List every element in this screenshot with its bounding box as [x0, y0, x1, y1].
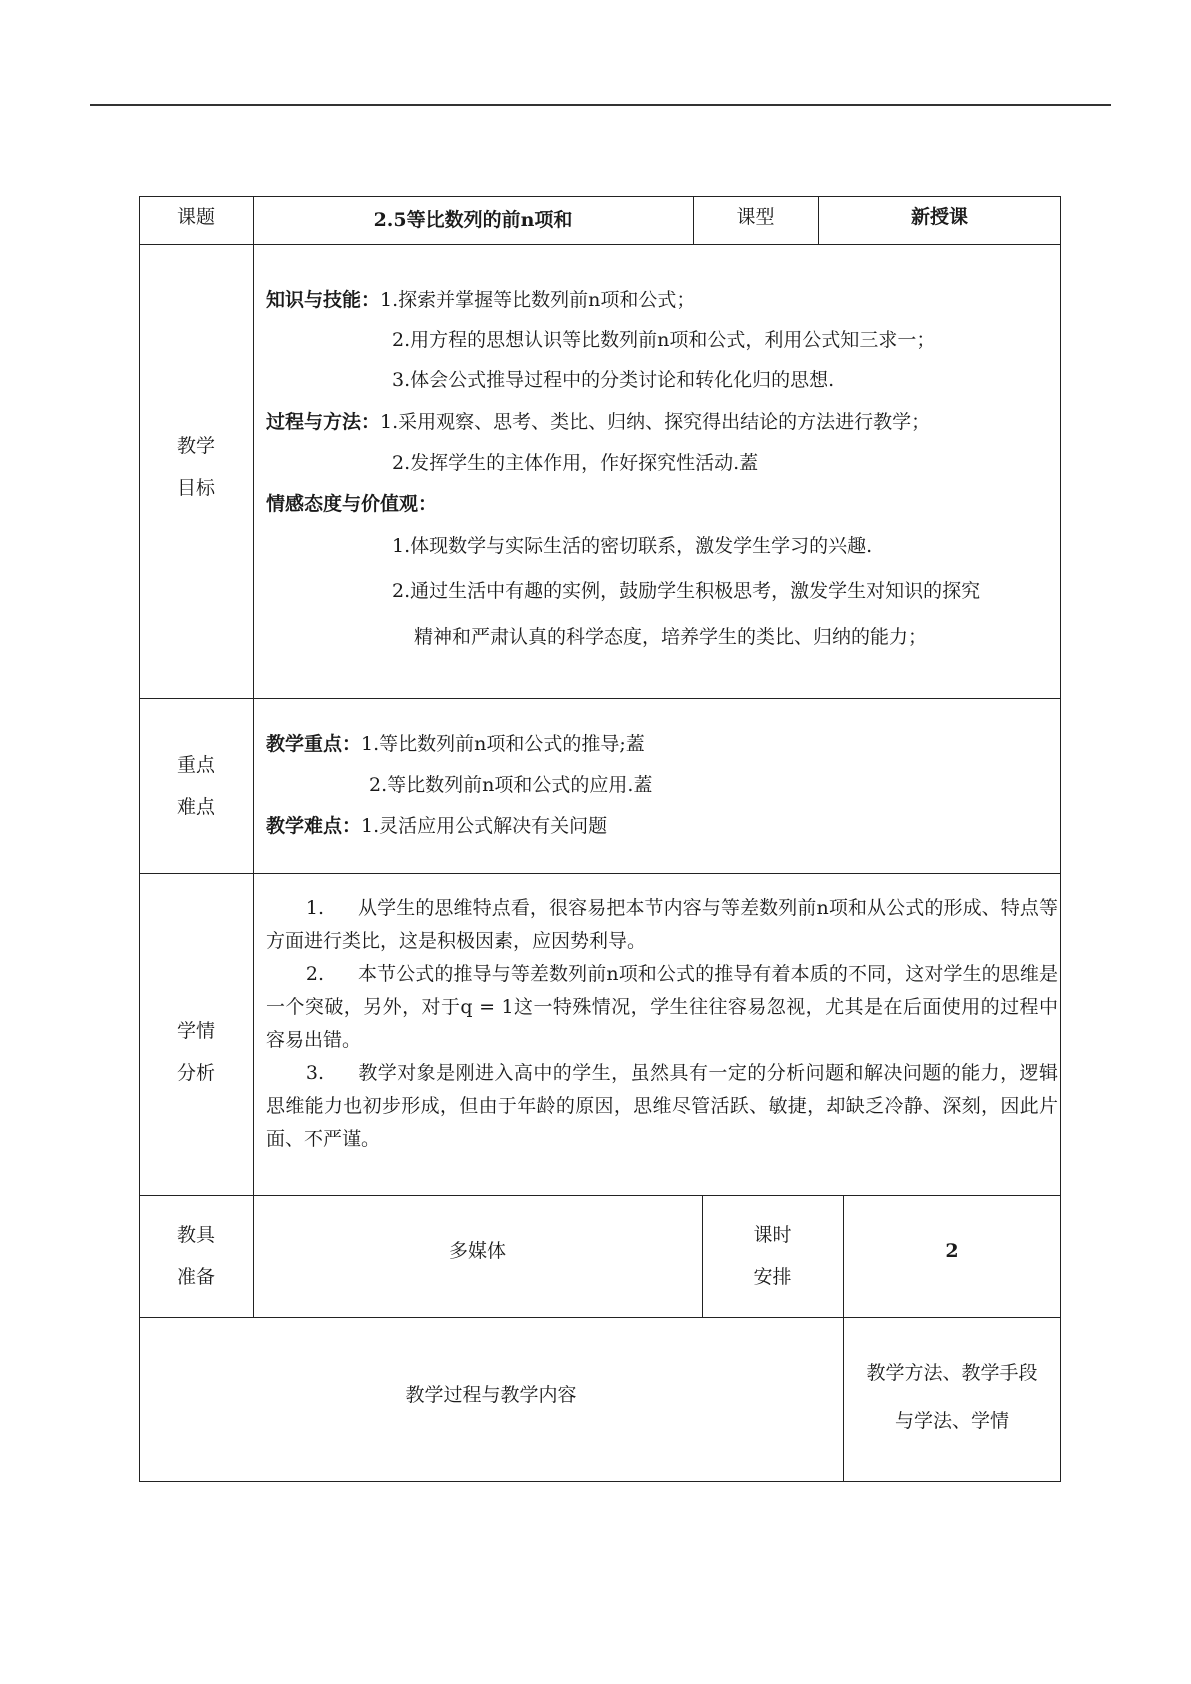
process-item: 1.采用观察、思考、类比、归纳、探究得出结论的方法进行教学； [380, 411, 931, 433]
key-line-1 [266, 730, 645, 758]
knowledge-line-3 [392, 366, 834, 394]
key-item: 2.等比数列前n项和公式的应用.蓋 [369, 774, 653, 796]
topic-label-text: 课题 [176, 206, 215, 228]
process-line-1 [266, 408, 930, 436]
difficulty-line-1 [266, 812, 607, 840]
process-content-label [139, 1317, 843, 1472]
emotion-item: 精神和严肃认真的科学态度，培养学生的类比、归纳的能力； [414, 626, 928, 648]
row-divider [139, 698, 1061, 699]
emotion-item: 2.通过生活中有趣的实例，鼓励学生积极思考，激发学生对知识的探究 [392, 580, 981, 602]
analysis-label-line2: 分析 [176, 1062, 215, 1084]
analysis-paragraph [266, 1057, 1058, 1156]
row-divider [139, 873, 1061, 874]
analysis-paragraphs [266, 892, 1058, 1156]
knowledge-item: 1.探索并掌握等比数列前n项和公式； [380, 289, 696, 311]
analysis-label-line1: 学情 [176, 1020, 215, 1042]
hours-label-line1: 课时 [753, 1224, 792, 1246]
emotion-line-1 [392, 532, 872, 560]
process-line-2 [392, 449, 758, 477]
knowledge-label: 知识与技能： [266, 289, 381, 311]
hours-label [702, 1214, 843, 1298]
process-label: 过程与方法： [266, 411, 381, 433]
difficulty-item: 1.灵活应用公式解决有关问题 [361, 815, 608, 837]
topic-value-text: 2.5等比数列的前n项和 [373, 209, 573, 231]
type-label-text: 课型 [736, 206, 775, 228]
paragraph-text: 本节公式的推导与等差数列前n项和公式的推导有着本质的不同，这对学生的思维是一个突破，另外，对于q = 1这一特殊情况，学生往往容易忽视，尤其是在后面使用的过程中容易出错。 [266, 963, 1058, 1051]
analysis-label [139, 1010, 253, 1094]
keypoints-label-line2: 难点 [176, 796, 215, 818]
keypoints-label [139, 744, 253, 828]
objectives-label-line1: 教学 [176, 435, 215, 457]
hours-value [843, 1195, 1061, 1307]
methods-label-line1: 教学方法、教学手段 [866, 1362, 1038, 1384]
objectives-label-line2: 目标 [176, 477, 215, 499]
row-divider [139, 244, 1061, 245]
process-item: 2.发挥学生的主体作用，作好探究性活动.蓋 [392, 452, 759, 474]
emotion-line-3 [414, 623, 927, 651]
tools-label-line1: 教具 [176, 1224, 215, 1246]
paragraph-number: 3. [305, 1062, 325, 1084]
topic-label [139, 196, 253, 238]
hours-value-text: 2 [945, 1240, 959, 1262]
paragraph-number: 2. [305, 963, 325, 985]
key-item: 1.等比数列前n项和公式的推导;蓋 [361, 733, 645, 755]
emotion-heading [266, 490, 437, 518]
hours-label-line2: 安排 [753, 1266, 792, 1288]
knowledge-item: 3.体会公式推导过程中的分类讨论和转化化归的思想. [392, 369, 835, 391]
page-header-rule [90, 104, 1111, 106]
type-value [818, 196, 1061, 238]
analysis-paragraph [266, 892, 1058, 958]
emotion-label: 情感态度与价值观： [266, 493, 438, 515]
methods-label-line2: 与学法、学情 [894, 1410, 1009, 1432]
tools-value [253, 1195, 702, 1307]
paragraph-text: 教学对象是刚进入高中的学生，虽然具有一定的分析问题和解决问题的能力，逻辑思维能力也初步形成，但由于年龄的原因，思维尽管活跃、敏捷，却缺乏冷静、深刻，因此片面、不严谨。 [266, 1062, 1058, 1150]
difficulty-label: 教学难点： [266, 815, 362, 837]
key-line-2 [369, 771, 652, 799]
process-content-label-text: 教学过程与教学内容 [405, 1383, 577, 1406]
emotion-item: 1.体现数学与实际生活的密切联系，激发学生学习的兴趣. [392, 535, 873, 557]
paragraph-number: 1. [305, 897, 325, 919]
topic-value [253, 196, 693, 244]
type-label [693, 196, 818, 238]
emotion-line-2 [392, 577, 980, 605]
col-divider [253, 196, 254, 1317]
tools-value-text: 多媒体 [448, 1240, 506, 1262]
type-value-text: 新授课 [910, 206, 968, 228]
knowledge-line-2 [392, 326, 935, 354]
keypoints-label-line1: 重点 [176, 754, 215, 776]
knowledge-item: 2.用方程的思想认识等比数列前n项和公式，利用公式知三求一； [392, 329, 936, 351]
key-label: 教学重点： [266, 733, 362, 755]
tools-label [139, 1214, 253, 1298]
knowledge-line-1 [266, 286, 695, 314]
objectives-label [139, 425, 253, 509]
tools-label-line2: 准备 [176, 1266, 215, 1288]
analysis-paragraph [266, 958, 1058, 1057]
process-methods-label [843, 1347, 1061, 1447]
paragraph-text: 从学生的思维特点看，很容易把本节内容与等差数列前n项和从公式的形成、特点等方面进行类比，这是积极因素，应因势利导。 [266, 897, 1058, 952]
